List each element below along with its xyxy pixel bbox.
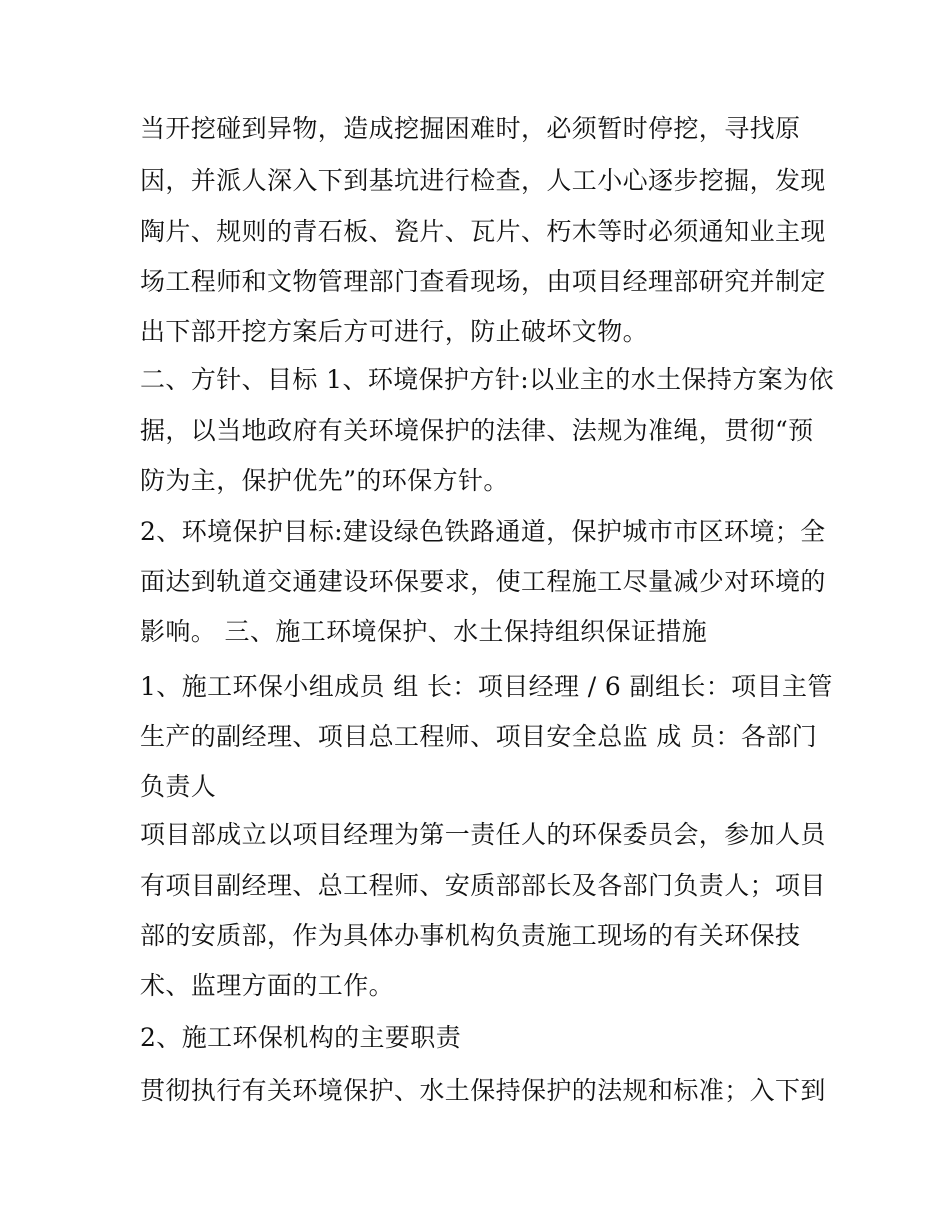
- text-line: 有项目副经理、总工程师、安质部部长及各部门负责人；项目: [140, 871, 826, 900]
- text-line: 部的安质部，作为具体办事机构负责施工现场的有关环保技: [140, 921, 801, 950]
- text-line: 陶片、规则的青石板、瓷片、瓦片、朽木等时必须通知业主现: [140, 217, 826, 246]
- text-line: 二、方针、目标 1、环境保护方针:以业主的水土保持方案为依: [140, 365, 834, 394]
- text-line: 贯彻执行有关环境保护、水土保持保护的法规和标准；入下到: [140, 1076, 826, 1105]
- text-line: 因，并派人深入下到基坑进行检查，人工小心逐步挖掘，发现: [140, 166, 826, 195]
- text-line: 据，以当地政府有关环境保护的法律、法规为准绳，贯彻“预: [140, 416, 814, 445]
- text-line: 项目部成立以项目经理为第一责任人的环保委员会，参加人员: [140, 820, 826, 849]
- text-line: 场工程师和文物管理部门查看现场，由项目经理部研究并制定: [140, 267, 826, 296]
- text-line: 影响。 三、施工环境保护、水土保持组织保证措施: [140, 617, 708, 646]
- text-line: 面达到轨道交通建设环保要求，使工程施工尽量减少对环境的: [140, 567, 826, 596]
- text-line: 负责人: [140, 772, 217, 801]
- text-line: 出下部开挖方案后方可进行，防止破坏文物。: [140, 317, 649, 346]
- text-line: 当开挖碰到异物，造成挖掘困难时，必须暂时停挖，寻找原: [140, 114, 801, 143]
- text-line: 防为主，保护优先”的环保方针。: [140, 466, 509, 495]
- text-line: 1、施工环保小组成员 组 长：项目经理 / 6 副组长：项目主管: [140, 672, 833, 701]
- text-line: 术、监理方面的工作。: [140, 971, 395, 1000]
- text-line: 生产的副经理、项目总工程师、项目安全总监 成 员：各部门: [140, 722, 818, 751]
- text-line: 2、施工环保机构的主要职责: [140, 1023, 462, 1052]
- text-line: 2、环境保护目标:建设绿色铁路通道，保护城市市区环境；全: [140, 517, 826, 546]
